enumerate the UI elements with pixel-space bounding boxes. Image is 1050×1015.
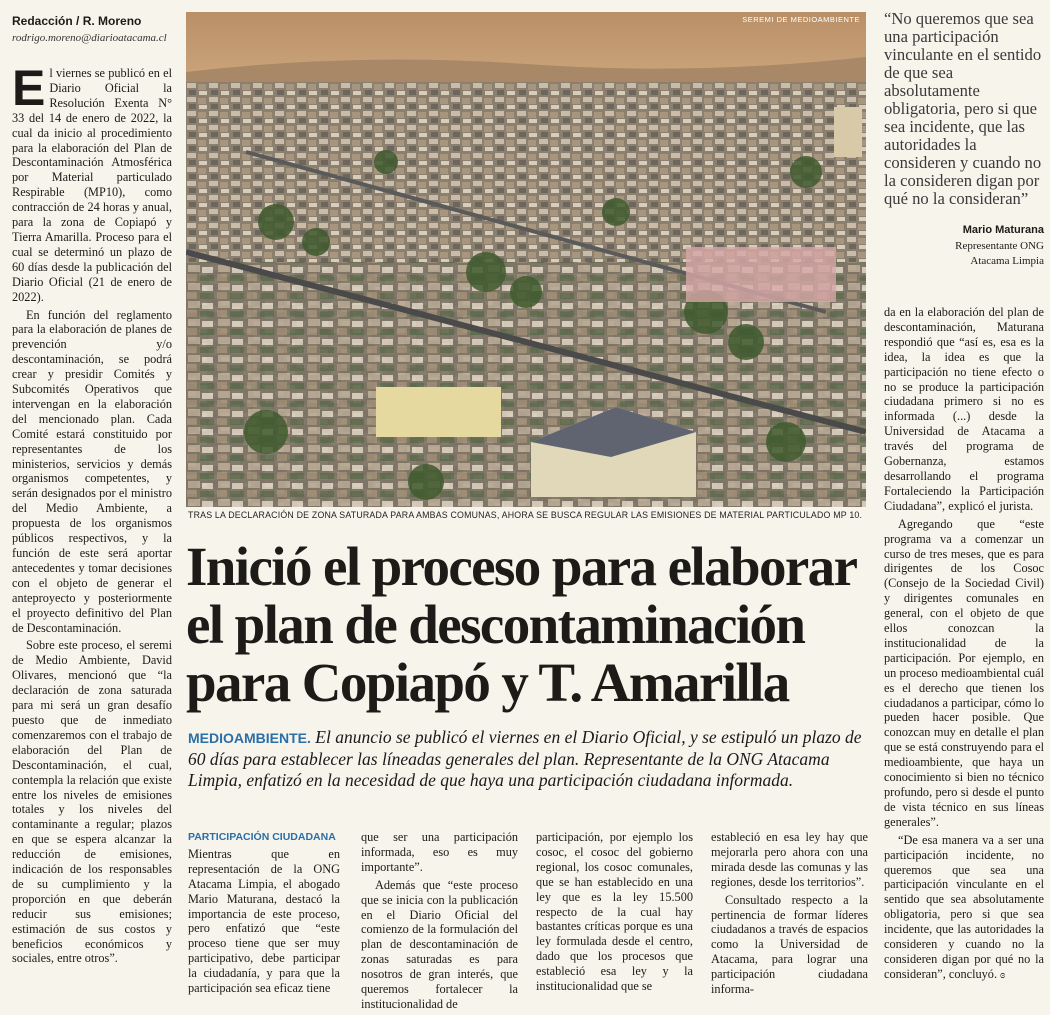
paragraph xyxy=(12,60,172,305)
byline xyxy=(12,14,172,44)
lead-kicker: MEDIOAMBIENTE. xyxy=(188,730,311,746)
paragraph: Sobre este proceso, el seremi de Medio Ambiente, David Olivares, mencionó que “la declaración de zona saturada para mi será un gran desafío puesto que de inmediato comenzaremos con el trabajo de elaboración del Plan de Descontaminación, el cual, contempla la relación que existe entre los niveles de emisiones totales y los niveles del contaminante a regular; plazos en que se espera alcanzar la reducción de emisiones, indicación de los responsables de su cumplimiento y la proporción en que deberán reducir sus emisiones; estimación de sus costos y beneficios económicos y sociales, entre otros”. xyxy=(12,638,172,966)
paragraph: Consultado respecto a la pertinencia de formar líderes ciudadanos a través de espacios como la Universidad de Atacama, para lograr una participación ciudadana informa- xyxy=(711,892,868,997)
aerial-city-photo xyxy=(186,12,866,507)
paragraph-text: l viernes se publicó en el Diario Oficial la Resolución Exenta N° 33 del 14 de enero de 2022, la cual da inicio al procedimiento para la elaboración del Plan de Descontaminación Atmosférica por Material particulado Respirable (MP10), como contracción de 24 horas y anual, para la zona de Copiapó y Tierra Amarilla. Proceso para el cual se determinó un plazo de 60 días desde la publicación del Diario Oficial (21 de enero de 2022). xyxy=(12,66,172,304)
pull-quote: “No queremos que sea una participación vinculante en el sentido de que sea absolutamente obligatoria, pero si que sea incidente, que las autoridades la consideren y cuando no la consideren digan por qué no la consideran” xyxy=(884,9,1042,208)
paragraph-text: “De esa manera va a ser una participación incidente, no queremos que sea una participación vinculante en el sentido que sea absolutamente obligatoria, pero si que sea incidente, que las autoridades la consideren y cuando no la consideren digan por qué no la consideran”, concluyó. xyxy=(884,832,1044,981)
article-column-6 xyxy=(884,305,1044,986)
article-column-2 xyxy=(188,830,340,999)
quote-role xyxy=(884,239,1044,269)
section-subhead: PARTICIPACIÓN CIUDADANA xyxy=(188,831,336,843)
paragraph: que ser una participación informada, eso es muy importante”. xyxy=(361,830,518,874)
article-column-5 xyxy=(711,830,868,1000)
paragraph: Agregando que “este programa va a comenzar un curso de tres meses, que es para dirigentes de los Cosoc (Consejo de la Sociedad Civil) y dirigentes comunales en general, con el objeto de que ellos conozcan la institucionalidad de la participación. Por ejemplo, en un proceso medioambiental cuál es el derecho que tienen los ciudadanos a participar, cómo lo pueden hacer posible. Que conozcan muy en detalle el plan que se está construyendo para el medioambiente, que haya un conocimiento si bien no técnico profundo, pero si desde el punto de vista técnico en sus líneas generales”. xyxy=(884,516,1044,829)
end-mark-icon: ɞ xyxy=(1000,968,1005,981)
aerial-city-illustration xyxy=(186,12,866,507)
quote-attribution xyxy=(884,224,1044,269)
paragraph: estableció en esa ley hay que mejorarla pero ahora con una mirada desde las comunas y las regiones, desde los territorios”. xyxy=(711,830,868,889)
drop-cap: E xyxy=(12,60,46,116)
paragraph: participación, por ejemplo los cosoc, el cosoc del gobierno regional, los cosoc comunales, que se han establecido en una ley que es la ley 15.500 respecto de la cual hay bastantes críticas porque es una ley formulada desde el centro, dado que los procesos que estableció esa ley y la institucionalidad que se xyxy=(536,830,693,994)
photo-caption: TRAS LA DECLARACIÓN DE ZONA SATURADA PARA AMBAS COMUNAS, AHORA SE BUSCA REGULAR LAS EMISIONES DE MATERIAL PARTICULADO MP 10. xyxy=(188,510,863,520)
headline-line-2: el plan de descontaminación xyxy=(186,594,805,655)
headline-line-1: Inició el proceso para elaborar xyxy=(186,536,857,597)
paragraph: En función del reglamento para la elaboración de planes de prevención y/o descontaminación, se podrá crear y presidir Comités y Subcomités Operativos que intervengan en la elaboración del mencionado plan. Cada Comité estará constituido por representantes de los ministerios, servicios y demás organismos competentes, y serán designados por el ministro del Medio Ambiente, a propuesta de los organismos públicos respectivos, y la función de este será aportar antecedentes y tomar decisiones con el objeto de generar el anteproyecto y posteriormente el proyecto definitivo del Plan de Descontaminación. xyxy=(12,307,172,635)
article-column-4 xyxy=(536,830,693,997)
paragraph xyxy=(884,833,1044,983)
article-column-1 xyxy=(12,60,172,969)
lead-text: El anuncio se publicó el viernes en el Diario Oficial, y se estipuló un plazo de 60 días para establecer las líneadas generales del plan. Representante de la ONG Atacama Limpia, enfatizó en la necesidad de que haya una participación ciudadana informada. xyxy=(188,727,862,790)
paragraph: da en la elaboración del plan de descontaminación, Maturana respondió que “así es, esa es la idea, la idea es que la participación no tiene efecto o no se produce la participación ciudadana primero si no es informada (...) desde la Universidad de Atacama a través del programa de Gobernanza, estamos desarrollando el programa Fortaleciendo la Participación Ciudadana”, explicó el jurista. xyxy=(884,305,1044,513)
quote-role-line-1: Representante ONG xyxy=(955,240,1044,252)
quote-author: Mario Maturana xyxy=(962,224,1044,236)
photo-credit: SEREMI DE MEDIOAMBIENTE xyxy=(742,15,860,24)
paragraph: Además que “este proceso que se inicia con la publicación en el Diario Oficial del comienzo de la formulación del plan de descontaminación de zonas saturadas es para nosotros de gran interés, que queremos fortalecer la institucionalidad de xyxy=(361,877,518,1011)
lead-paragraph xyxy=(188,727,868,791)
paragraph: Mientras que en representación de la ONG Atacama Limpia, el abogado Mario Maturana, destacó la importancia de este proceso, pero enfatizó que “este proceso tiene que ser muy participativo, debe participar la ciudadanía, y para que la participación sea eficaz tiene xyxy=(188,846,340,996)
headline xyxy=(186,538,866,712)
article-column-3 xyxy=(361,830,518,1015)
byline-name: Redacción / R. Moreno xyxy=(12,14,142,28)
quote-role-line-2: Atacama Limpia xyxy=(970,255,1044,267)
byline-email: rodrigo.moreno@diarioatacama.cl xyxy=(12,32,167,44)
headline-line-3: para Copiapó y T. Amarilla xyxy=(186,652,789,713)
